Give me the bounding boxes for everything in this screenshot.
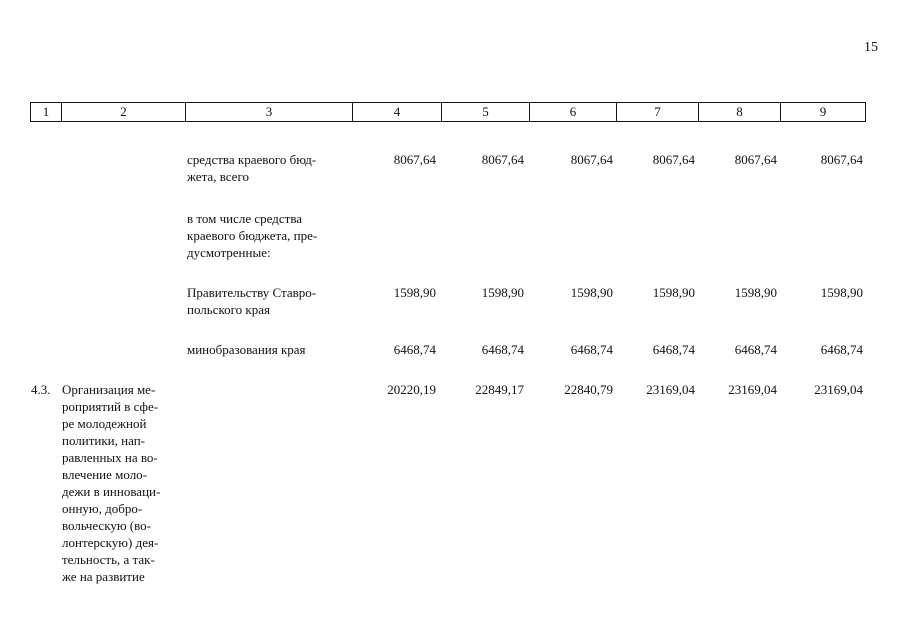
column-header-6: 6 bbox=[530, 103, 617, 121]
value-cell-4: 20220,19 bbox=[387, 382, 436, 397]
source-cell bbox=[187, 341, 348, 358]
value-cell-8: 1598,90 bbox=[734, 285, 777, 300]
source-line: польского края bbox=[187, 302, 270, 317]
item-name-line: влечение моло- bbox=[62, 467, 148, 482]
column-header-1: 1 bbox=[31, 103, 62, 121]
column-header-3: 3 bbox=[186, 103, 353, 121]
source-line: в том числе средства bbox=[187, 211, 303, 226]
item-name-line: же на развитие bbox=[62, 569, 145, 584]
page-number: 15 bbox=[864, 40, 878, 55]
item-name-line: политики, нап- bbox=[62, 433, 145, 448]
value-cell-9: 1598,90 bbox=[820, 285, 863, 300]
item-name-line: тельность, а так- bbox=[62, 552, 155, 567]
item-code: 4.3. bbox=[31, 382, 51, 397]
source-cell bbox=[187, 210, 348, 261]
source-line: минобразования края bbox=[187, 342, 306, 357]
value-cell-6: 22840,79 bbox=[564, 382, 613, 397]
value-cell-5: 6468,74 bbox=[481, 342, 524, 357]
item-name-line: дежи в инноваци- bbox=[62, 484, 161, 499]
column-header-4: 4 bbox=[353, 103, 442, 121]
value-cell-8: 23169,04 bbox=[728, 382, 777, 397]
source-cell bbox=[187, 151, 348, 185]
value-cell-4: 8067,64 bbox=[393, 152, 436, 167]
value-cell-9: 8067,64 bbox=[820, 152, 863, 167]
value-cell-7: 1598,90 bbox=[652, 285, 695, 300]
column-header-5: 5 bbox=[442, 103, 530, 121]
item-name-cell bbox=[62, 381, 180, 585]
value-cell-5: 8067,64 bbox=[481, 152, 524, 167]
value-cell-6: 8067,64 bbox=[570, 152, 613, 167]
value-cell-8: 8067,64 bbox=[734, 152, 777, 167]
value-cell-4: 6468,74 bbox=[393, 342, 436, 357]
column-header-9: 9 bbox=[819, 104, 827, 119]
value-cell-5: 22849,17 bbox=[475, 382, 524, 397]
item-name-line: Организация ме- bbox=[62, 382, 156, 397]
item-name-line: онную, добро- bbox=[62, 501, 143, 516]
item-name-line: вольческую (во- bbox=[62, 518, 152, 533]
source-line: жета, всего bbox=[187, 169, 249, 184]
source-line: Правительству Ставро- bbox=[187, 285, 317, 300]
value-cell-9: 6468,74 bbox=[820, 342, 863, 357]
value-cell-6: 6468,74 bbox=[570, 342, 613, 357]
column-header-2: 2 bbox=[62, 103, 186, 121]
column-header-7: 7 bbox=[617, 103, 699, 121]
source-line: дусмотренные: bbox=[187, 245, 271, 260]
source-cell bbox=[187, 284, 348, 318]
value-cell-7: 8067,64 bbox=[652, 152, 695, 167]
item-name-line: роприятий в сфе- bbox=[62, 399, 159, 414]
column-header-8: 8 bbox=[699, 103, 781, 121]
source-line: средства краевого бюд- bbox=[187, 152, 317, 167]
value-cell-6: 1598,90 bbox=[570, 285, 613, 300]
source-line: краевого бюджета, пре- bbox=[187, 228, 318, 243]
item-name-line: лонтерскую) дея- bbox=[62, 535, 159, 550]
item-name-line: равленных на во- bbox=[62, 450, 158, 465]
value-cell-5: 1598,90 bbox=[481, 285, 524, 300]
value-cell-7: 6468,74 bbox=[652, 342, 695, 357]
value-cell-8: 6468,74 bbox=[734, 342, 777, 357]
item-name-line: ре молодежной bbox=[62, 416, 147, 431]
value-cell-7: 23169,04 bbox=[646, 382, 695, 397]
column-header-row bbox=[30, 102, 866, 122]
value-cell-4: 1598,90 bbox=[393, 285, 436, 300]
value-cell-9: 23169,04 bbox=[814, 382, 863, 397]
